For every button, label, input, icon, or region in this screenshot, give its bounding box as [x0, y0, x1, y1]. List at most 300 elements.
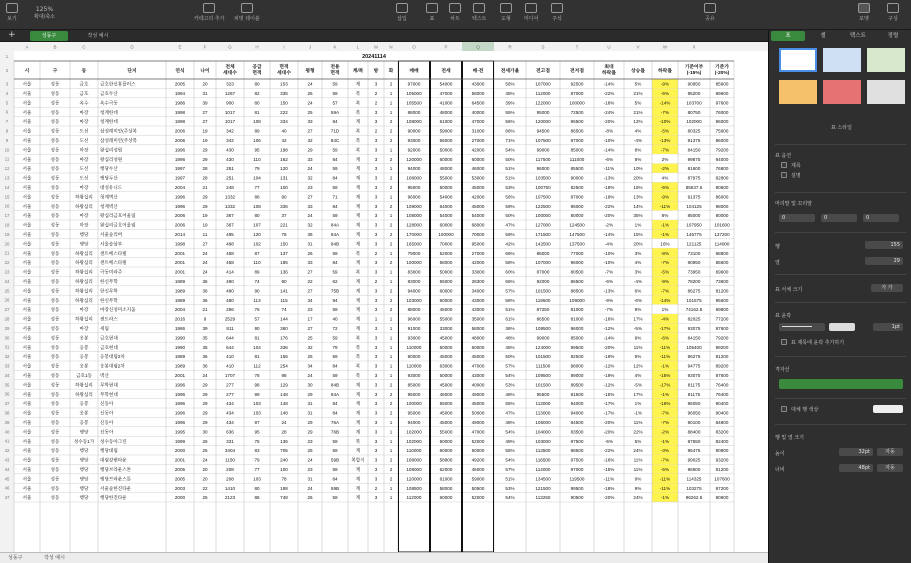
- table-cell[interactable]: -1%: [660, 222, 670, 228]
- table-cell[interactable]: -14%: [659, 297, 671, 303]
- table-cell[interactable]: 222: [280, 109, 288, 115]
- table-cell[interactable]: 3: [374, 495, 378, 501]
- table-cell[interactable]: 90: [281, 194, 287, 200]
- table-cell[interactable]: 한신무학: [100, 288, 118, 294]
- table-cell[interactable]: 113: [253, 297, 261, 303]
- row-number[interactable]: 11: [4, 156, 10, 162]
- table-cell[interactable]: 성동: [50, 288, 60, 294]
- table-cell[interactable]: 84150: [687, 335, 701, 341]
- table-cell[interactable]: 90: [254, 288, 260, 294]
- table-cell[interactable]: 계: [355, 420, 361, 425]
- table-cell[interactable]: 응봉: [79, 420, 89, 425]
- table-cell[interactable]: 3: [374, 147, 378, 153]
- table-cell[interactable]: 84150: [687, 147, 701, 153]
- table-cell[interactable]: 81200: [715, 288, 729, 294]
- table-cell[interactable]: 80000: [715, 213, 729, 219]
- table-cell[interactable]: 101500: [535, 354, 551, 360]
- table-cell[interactable]: 48000: [471, 335, 485, 341]
- table-cell[interactable]: 414: [226, 269, 234, 275]
- table-cell[interactable]: 삼성래미안(주상복: [100, 128, 138, 134]
- table-cell[interactable]: 행당: [79, 241, 89, 247]
- table-cell[interactable]: 36%: [505, 326, 515, 331]
- table-cell[interactable]: 430: [226, 147, 234, 153]
- table-cell[interactable]: 옥수: [79, 100, 89, 106]
- table-cell[interactable]: 20: [202, 476, 208, 482]
- table-cell[interactable]: 96900: [687, 467, 701, 472]
- table-cell[interactable]: 97500: [570, 438, 584, 444]
- table-style-gallery[interactable]: [779, 48, 905, 128]
- row-number[interactable]: 32: [4, 354, 10, 360]
- table-cell[interactable]: 3%: [634, 269, 642, 275]
- table-cell[interactable]: 2: [389, 382, 393, 388]
- row-number[interactable]: 29: [4, 325, 10, 331]
- table-cell[interactable]: -7%: [604, 269, 614, 275]
- row-number[interactable]: 8: [5, 128, 9, 134]
- table-cell[interactable]: 54%: [505, 373, 515, 378]
- table-cell[interactable]: 86275: [687, 354, 701, 360]
- table-cell[interactable]: 3: [374, 203, 378, 209]
- table-cell[interactable]: 59000: [471, 476, 485, 482]
- table-cell[interactable]: 112000: [406, 495, 422, 501]
- table-cell[interactable]: 34: [307, 363, 313, 369]
- table-cell[interactable]: 91000: [407, 326, 421, 331]
- table-cell[interactable]: 세림: [100, 326, 109, 331]
- table-cell[interactable]: 17%: [633, 316, 643, 322]
- table-cell[interactable]: 도선: [79, 166, 89, 172]
- table-cell[interactable]: 106: [253, 138, 261, 143]
- table-cell[interactable]: 19: [202, 138, 208, 143]
- table-cell[interactable]: 94000: [715, 156, 729, 162]
- table-cell[interactable]: 1996: [174, 410, 186, 416]
- table-cell[interactable]: 응봉: [79, 401, 89, 407]
- table-cell[interactable]: 108000: [406, 457, 422, 463]
- table-cell[interactable]: 3: [374, 260, 378, 266]
- table-cell[interactable]: 59: [332, 91, 338, 96]
- table-cell[interactable]: 3: [374, 222, 378, 228]
- table-cell[interactable]: 50000: [471, 448, 485, 454]
- table-cell[interactable]: 복: [355, 100, 361, 106]
- table-cell[interactable]: 70000: [471, 232, 485, 237]
- table-cell[interactable]: 하왕십리: [75, 288, 93, 294]
- table-cell[interactable]: 107500: [535, 194, 551, 200]
- table-cell[interactable]: 23: [307, 185, 313, 190]
- table-cell[interactable]: 성동: [50, 147, 60, 153]
- row-number[interactable]: 26: [4, 297, 10, 303]
- table-cell[interactable]: 81: [254, 335, 260, 341]
- table-cell[interactable]: 107950: [686, 222, 702, 228]
- table-cell[interactable]: 84500: [570, 420, 584, 425]
- table-cell[interactable]: 95000: [407, 185, 421, 190]
- table-cell[interactable]: 82500: [570, 354, 584, 360]
- table-cell[interactable]: 신동아: [100, 410, 114, 416]
- table-cell[interactable]: 계: [355, 326, 361, 331]
- table-cell[interactable]: 24: [307, 373, 313, 378]
- table-cell[interactable]: -13%: [603, 288, 615, 294]
- table-cell[interactable]: 행당: [79, 485, 89, 491]
- table-cell[interactable]: 행당한진타운: [100, 495, 127, 501]
- table-cell[interactable]: 계: [355, 485, 361, 491]
- row-number[interactable]: 4: [5, 90, 9, 96]
- table-cell[interactable]: 131: [280, 175, 288, 181]
- table-cell[interactable]: 도선: [79, 175, 89, 181]
- column-letter[interactable]: U: [607, 44, 611, 50]
- table-cell[interactable]: -11%: [659, 476, 671, 482]
- table-cell[interactable]: 8%: [634, 156, 642, 162]
- width-auto-button[interactable]: 자동: [877, 464, 903, 472]
- table-cell[interactable]: 52000: [471, 495, 485, 501]
- table-cell[interactable]: 55%: [505, 109, 515, 115]
- table-cell[interactable]: 53%: [505, 382, 515, 388]
- row-number[interactable]: 42: [4, 448, 10, 454]
- table-cell[interactable]: 367: [226, 213, 234, 219]
- table-cell[interactable]: 3: [374, 307, 378, 313]
- text-button[interactable]: 텍스트: [472, 3, 487, 22]
- table-cell[interactable]: 59: [332, 354, 338, 360]
- table-cell[interactable]: 1332: [224, 194, 236, 200]
- column-header-cell[interactable]: 단지: [127, 69, 137, 74]
- table-cell[interactable]: 왕십리금호어울림: [100, 222, 136, 228]
- table-cell[interactable]: 91375: [687, 138, 701, 143]
- table-cell[interactable]: -7%: [660, 109, 670, 115]
- table-cell[interactable]: 50%: [505, 354, 515, 360]
- header-rows-select[interactable]: 0: [779, 214, 815, 222]
- table-cell[interactable]: 신동아: [100, 429, 114, 435]
- table-cell[interactable]: 40: [281, 128, 287, 134]
- table-cell[interactable]: 성동: [50, 335, 60, 341]
- table-cell[interactable]: 3: [374, 288, 378, 294]
- table-cell[interactable]: 45000: [439, 307, 453, 313]
- table-cell[interactable]: 92500: [570, 81, 584, 87]
- table-cell[interactable]: 9%: [634, 485, 642, 491]
- table-cell[interactable]: 71%: [505, 138, 515, 143]
- table-cell[interactable]: 응봉대림2차: [100, 363, 125, 369]
- table-cell[interactable]: 113000: [535, 410, 551, 416]
- table-cell[interactable]: 성수동1가: [73, 438, 95, 444]
- table-cell[interactable]: 83: [254, 448, 260, 454]
- row-number[interactable]: 45: [4, 476, 10, 482]
- table-cell[interactable]: -7%: [660, 288, 670, 294]
- table-cell[interactable]: 서울숲삼부: [100, 241, 123, 247]
- table-cell[interactable]: 103000: [535, 438, 551, 444]
- table-cell[interactable]: -10%: [603, 260, 615, 266]
- table-cell[interactable]: 2: [389, 81, 393, 87]
- table-cell[interactable]: 24%: [633, 448, 643, 454]
- table-cell[interactable]: 101500: [535, 382, 551, 388]
- table-cell[interactable]: -6%: [660, 335, 670, 341]
- table-style-5[interactable]: [823, 80, 861, 104]
- table-cell[interactable]: 134500: [535, 476, 551, 482]
- table-cell[interactable]: 58000: [471, 91, 485, 96]
- table-cell[interactable]: 45000: [471, 354, 485, 360]
- table-cell[interactable]: 1989: [174, 354, 186, 360]
- table-cell[interactable]: 150: [280, 100, 288, 106]
- table-cell[interactable]: 60000: [439, 222, 453, 228]
- table-cell[interactable]: 342: [226, 128, 234, 134]
- table-cell[interactable]: -24%: [603, 109, 615, 115]
- row-number[interactable]: 31: [4, 344, 10, 350]
- table-cell[interactable]: 성동: [50, 241, 60, 247]
- table-cell[interactable]: 하왕십리: [75, 203, 93, 209]
- table-cell[interactable]: 33000: [471, 269, 485, 275]
- table-cell[interactable]: -7%: [660, 457, 670, 463]
- table-cell[interactable]: 행당: [79, 476, 89, 482]
- table-cell[interactable]: 24: [202, 260, 208, 266]
- table-cell[interactable]: 33: [307, 156, 313, 162]
- table-cell[interactable]: 45000: [471, 203, 485, 209]
- table-cell[interactable]: 148: [280, 410, 288, 416]
- table-cell[interactable]: 89: [254, 128, 260, 134]
- table-cell[interactable]: 29: [202, 410, 208, 416]
- table-cell[interactable]: 1986: [174, 326, 186, 331]
- table-cell[interactable]: 107000: [535, 260, 551, 266]
- table-cell[interactable]: 114325: [686, 476, 702, 482]
- table-cell[interactable]: 74: [281, 307, 287, 313]
- table-cell[interactable]: 22: [307, 279, 313, 284]
- table-cell[interactable]: 서울: [22, 232, 32, 237]
- row-number[interactable]: 12: [4, 166, 10, 172]
- table-cell[interactable]: 1989: [174, 297, 186, 303]
- table-cell[interactable]: 99875: [687, 156, 701, 162]
- table-cell[interactable]: 1410: [224, 485, 236, 491]
- table-cell[interactable]: -12%: [603, 326, 615, 331]
- table-cell[interactable]: 11%: [633, 457, 643, 463]
- table-cell[interactable]: -20%: [603, 119, 615, 125]
- comment-button[interactable]: 주석: [551, 3, 563, 22]
- table-cell[interactable]: 계: [355, 316, 361, 322]
- table-cell[interactable]: 27000: [471, 250, 485, 256]
- table-cell[interactable]: 복: [355, 250, 361, 256]
- table-cell[interactable]: 52000: [439, 250, 453, 256]
- table-cell[interactable]: 96000: [715, 119, 729, 125]
- table-cell[interactable]: 86000: [536, 250, 550, 256]
- table-cell[interactable]: 92000: [536, 279, 550, 284]
- row-number[interactable]: 18: [4, 222, 10, 228]
- table-cell[interactable]: 83500: [570, 429, 584, 435]
- table-cell[interactable]: 1%: [661, 307, 669, 313]
- table-cell[interactable]: 75600: [715, 128, 729, 134]
- table-cell[interactable]: 12%: [633, 119, 643, 125]
- column-header-cell[interactable]: 연식: [175, 69, 185, 74]
- table-cell[interactable]: 141: [280, 288, 288, 294]
- table-cell[interactable]: 100000: [535, 213, 551, 219]
- table-cell[interactable]: 3: [374, 194, 378, 200]
- table-style-4[interactable]: [779, 80, 817, 104]
- table-cell[interactable]: 102000: [406, 429, 422, 435]
- table-cell[interactable]: 96000: [570, 260, 584, 266]
- table-cell[interactable]: 137: [280, 250, 288, 256]
- table-cell[interactable]: 87000: [570, 91, 584, 96]
- table-cell[interactable]: 94000: [407, 288, 421, 294]
- table-cell[interactable]: 54000: [439, 213, 453, 219]
- table-cell[interactable]: 서울: [22, 316, 32, 322]
- table-cell[interactable]: 92000: [407, 147, 421, 153]
- table-cell[interactable]: 122000: [535, 100, 551, 106]
- table-cell[interactable]: 81: [254, 109, 260, 115]
- table-cell[interactable]: 3: [374, 467, 378, 472]
- table-cell[interactable]: 48%: [505, 420, 515, 425]
- row-number[interactable]: 47: [4, 495, 10, 501]
- column-letter[interactable]: F: [203, 44, 207, 50]
- table-cell[interactable]: 29: [307, 420, 313, 425]
- footer-rows-select[interactable]: 0: [863, 214, 899, 222]
- table-cell[interactable]: 72500: [570, 109, 584, 115]
- table-cell[interactable]: 성동: [50, 260, 60, 266]
- insert-button[interactable]: 삽입: [396, 3, 408, 22]
- table-cell[interactable]: 1986: [174, 100, 186, 106]
- table-cell[interactable]: 20: [202, 81, 208, 87]
- table-cell[interactable]: 458: [226, 260, 234, 266]
- table-cell[interactable]: 101600: [714, 222, 730, 228]
- table-cell[interactable]: 88000: [407, 109, 421, 115]
- table-cell[interactable]: 120000: [406, 156, 422, 162]
- table-cell[interactable]: 107600: [714, 476, 730, 482]
- table-cell[interactable]: 90000: [407, 354, 421, 360]
- table-cell[interactable]: 27: [202, 119, 208, 125]
- table-cell[interactable]: 서울: [22, 100, 32, 106]
- table-cell[interactable]: 서울: [22, 457, 32, 463]
- table-cell[interactable]: 93000: [407, 373, 421, 378]
- table-cell[interactable]: 81: [254, 354, 260, 360]
- table-cell[interactable]: 55%: [505, 448, 515, 454]
- table-cell[interactable]: 59: [332, 269, 338, 275]
- table-cell[interactable]: 계: [355, 307, 361, 313]
- row-number[interactable]: 7: [5, 119, 9, 125]
- table-cell[interactable]: 하왕십리: [75, 269, 93, 275]
- table-cell[interactable]: 청계벽산: [100, 203, 118, 209]
- table-cell[interactable]: 47%: [505, 222, 515, 228]
- table-cell[interactable]: 청계한데: [100, 109, 118, 115]
- table-cell[interactable]: 하왕십리: [75, 382, 93, 388]
- table-cell[interactable]: 28: [281, 429, 287, 435]
- table-cell[interactable]: 84: [332, 175, 338, 181]
- table-cell[interactable]: 109500: [535, 326, 551, 331]
- table-cell[interactable]: 57%: [505, 288, 515, 294]
- table-cell[interactable]: -12%: [603, 363, 615, 369]
- table-cell[interactable]: 서울숲리버: [100, 232, 123, 237]
- table-cell[interactable]: 1: [389, 363, 393, 369]
- table-cell[interactable]: 84A: [330, 222, 340, 228]
- table-cell[interactable]: 108000: [406, 467, 422, 472]
- table-cell[interactable]: -5%: [633, 382, 643, 388]
- table-cell[interactable]: 2: [389, 307, 393, 313]
- table-cell[interactable]: 77: [254, 467, 260, 472]
- table-cell[interactable]: 3: [374, 391, 378, 397]
- outline-width-stepper[interactable]: 1pt: [873, 323, 903, 331]
- table-cell[interactable]: 50000: [439, 438, 453, 444]
- table-cell[interactable]: 11%: [633, 420, 643, 425]
- table-cell[interactable]: 81200: [715, 354, 729, 360]
- table-cell[interactable]: 서울: [22, 401, 32, 407]
- table-cell[interactable]: 55000: [439, 175, 453, 181]
- table-cell[interactable]: 89: [254, 269, 260, 275]
- table-cell[interactable]: 계: [355, 467, 361, 472]
- table-cell[interactable]: 계: [355, 241, 361, 247]
- table-cell[interactable]: 124500: [569, 222, 585, 228]
- row-number[interactable]: 40: [4, 429, 10, 435]
- table-cell[interactable]: 성동: [50, 100, 60, 106]
- table-cell[interactable]: 센트라스: [100, 316, 118, 322]
- table-cell[interactable]: 480: [226, 288, 234, 294]
- table-cell[interactable]: 9%: [634, 354, 642, 360]
- table-cell[interactable]: 51%: [505, 166, 515, 172]
- table-cell[interactable]: 112: [253, 363, 261, 369]
- table-cell[interactable]: 3: [374, 438, 378, 444]
- table-cell[interactable]: 96000: [407, 194, 421, 200]
- row-number[interactable]: 21: [4, 250, 10, 256]
- table-cell[interactable]: 75: [254, 438, 260, 444]
- chart-button[interactable]: 차트: [449, 3, 461, 22]
- table-cell[interactable]: 124000: [535, 344, 551, 350]
- table-cell[interactable]: -5%: [660, 467, 670, 472]
- table-cell[interactable]: 29: [202, 401, 208, 407]
- table-cell[interactable]: 108000: [406, 213, 422, 219]
- table-cell[interactable]: 103: [253, 410, 261, 416]
- table-cell[interactable]: 170000: [406, 232, 422, 237]
- table-cell[interactable]: 50%: [505, 213, 515, 219]
- table-cell[interactable]: 45000: [439, 420, 453, 425]
- table-cell[interactable]: 행당: [79, 429, 89, 435]
- table-cell[interactable]: 서울: [22, 335, 32, 341]
- table-cell[interactable]: 156: [280, 354, 288, 360]
- table-cell[interactable]: 84A: [330, 391, 340, 397]
- table-cell[interactable]: 99000: [536, 335, 550, 341]
- table-cell[interactable]: -18%: [603, 100, 615, 106]
- table-cell[interactable]: 서울: [22, 194, 32, 200]
- table-cell[interactable]: 29: [202, 382, 208, 388]
- column-header-cell[interactable]: 방: [373, 69, 379, 74]
- table-cell[interactable]: -18%: [603, 485, 615, 491]
- column-letter[interactable]: A: [25, 44, 29, 50]
- table-cell[interactable]: 행당: [79, 232, 89, 237]
- table-cell[interactable]: 87550: [687, 438, 701, 444]
- table-cell[interactable]: 251: [226, 166, 234, 172]
- table-cell[interactable]: 서울: [22, 344, 32, 350]
- table-cell[interactable]: 서울: [22, 269, 32, 275]
- column-header-cell[interactable]: 나이: [200, 69, 210, 74]
- table-cell[interactable]: 108000: [406, 119, 422, 125]
- table-cell[interactable]: 96050: [687, 410, 701, 416]
- table-cell[interactable]: 80: [254, 485, 260, 491]
- table-cell[interactable]: 2529: [224, 316, 236, 322]
- table-cell[interactable]: 129: [280, 382, 288, 388]
- table-cell[interactable]: 행당두산: [100, 166, 118, 172]
- table-cell[interactable]: 64500: [471, 100, 485, 106]
- table-cell[interactable]: 56%: [505, 194, 515, 200]
- table-cell[interactable]: 99500: [570, 344, 584, 350]
- table-cell[interactable]: 61000: [439, 476, 453, 482]
- table-cell[interactable]: 90000: [407, 128, 421, 134]
- table-cell[interactable]: 3: [374, 241, 378, 247]
- table-cell[interactable]: 165000: [406, 241, 422, 247]
- table-cell[interactable]: 84: [332, 363, 338, 369]
- table-cell[interactable]: 50000: [439, 373, 453, 378]
- table-cell[interactable]: 32: [307, 344, 313, 350]
- table-cell[interactable]: 1996: [174, 420, 186, 425]
- table-cell[interactable]: 3: [374, 326, 378, 331]
- table-cell[interactable]: -6%: [660, 185, 670, 190]
- table-cell[interactable]: 1%: [634, 222, 642, 228]
- row-number[interactable]: 1: [5, 54, 9, 59]
- table-cell[interactable]: 2: [374, 485, 378, 491]
- table-cell[interactable]: 1: [389, 100, 393, 106]
- tab-text[interactable]: 텍스트: [850, 33, 866, 39]
- table-cell[interactable]: 3: [374, 448, 378, 454]
- table-cell[interactable]: 39: [202, 326, 208, 331]
- table-cell[interactable]: 23: [307, 467, 313, 472]
- table-cell[interactable]: -19%: [603, 194, 615, 200]
- table-cell[interactable]: 마장: [79, 119, 89, 125]
- table-cell[interactable]: 42: [281, 138, 287, 143]
